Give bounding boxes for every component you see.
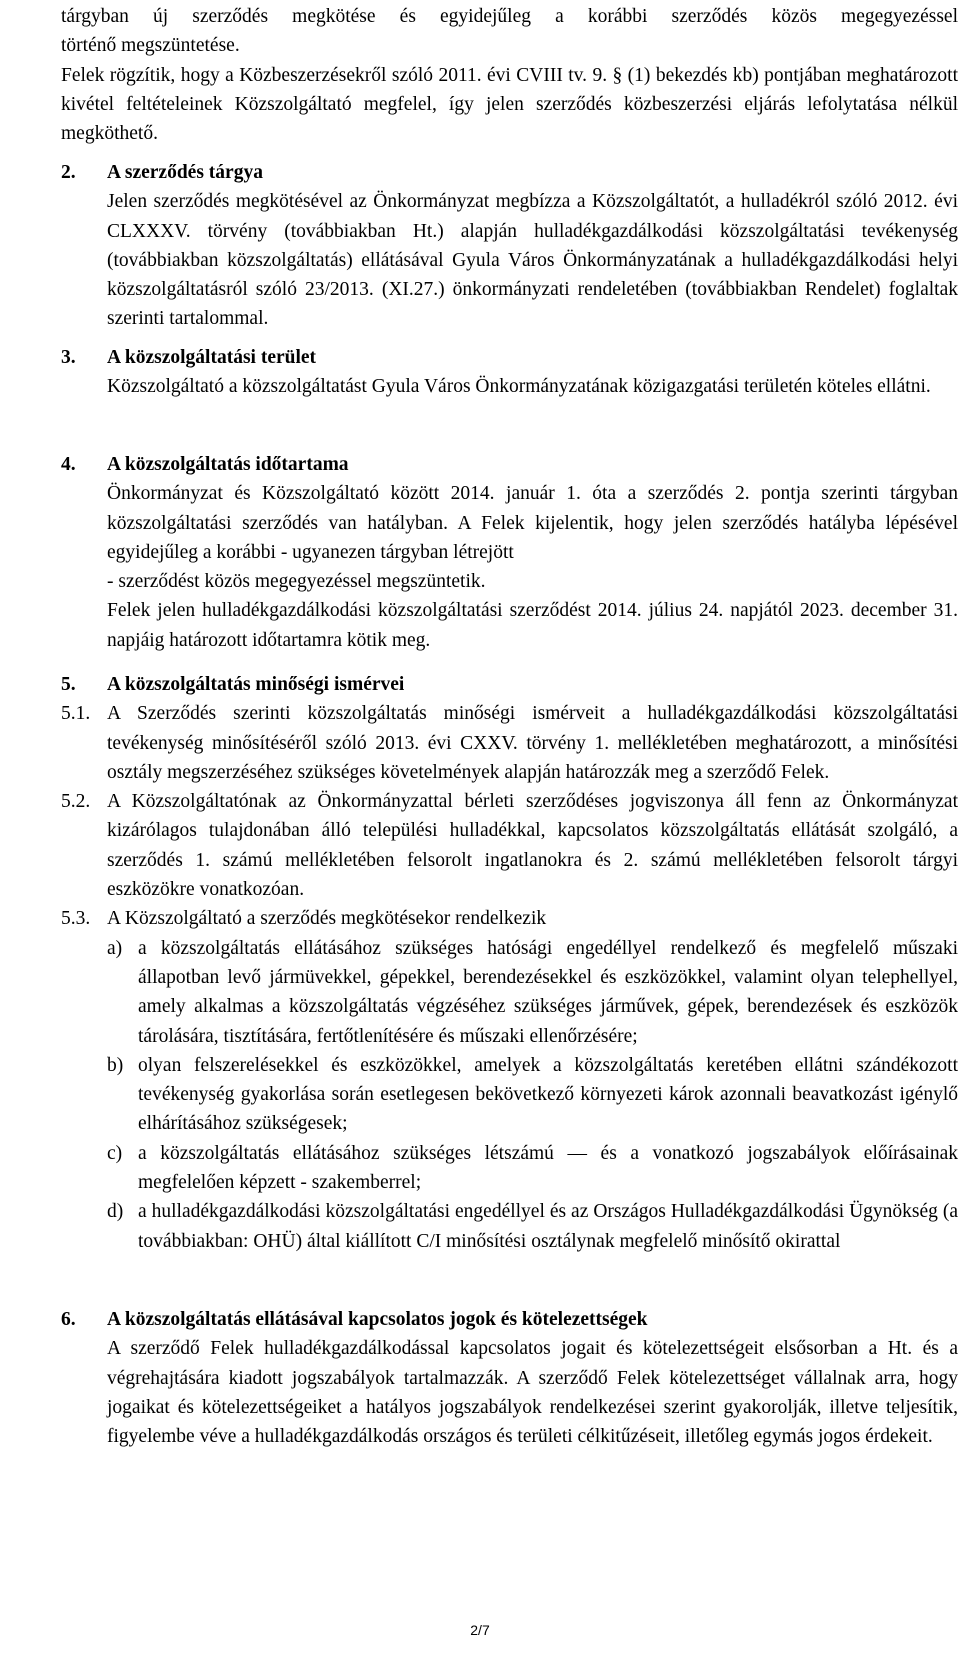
intro-line-2: történő megszüntetése. (61, 35, 240, 57)
section-4-body-2: - szerződést közös megegyezéssel megszüntetik. (107, 571, 486, 593)
section-5-heading (61, 670, 958, 699)
section-4-heading (61, 450, 958, 479)
paragraph-text: A Közszolgáltatónak az Önkormányzattal bérleti szerződéses jogviszonya áll fenn az Önkormányzat kizárólagos tulajdonában álló települési hulladékkal, kapcsolatos közszolgáltatás ellátását szolgáló, a szerződés 1. számú mellékletében felsorolt ingatlanokra és 2. számú mellékletében felsorolt tárgyi eszközökre vonatkozóan. (107, 791, 958, 901)
list-letter: c) (107, 1142, 123, 1164)
section-title: A szerződés tárgya (107, 162, 263, 183)
list-item-b (61, 1051, 958, 1139)
list-letter: d) (107, 1201, 124, 1223)
paragraph-number: 5.2. (61, 791, 91, 813)
section-6-heading (61, 1305, 958, 1334)
paragraph-number: 5.1. (61, 703, 91, 725)
list-text: a közszolgáltatás ellátásához szükséges létszámú — és a vonatkozó jogszabályok előírásainak megfelelően képzett - szakemberrel; (138, 1142, 958, 1194)
section-2-body: Jelen szerződés megkötésével az Önkormányzat megbízza a Közszolgáltatót, a hulladékról szóló 2012. évi CLXXXV. törvény (továbbiakban Ht.) alapján hulladékgazdálkodási közszolgáltatási tevékenység (továbbiakban közszolgáltatás) ellátásával Gyula Város Önkormányzatának a hulladékgazdálkodási helyi közszolgáltatásról szóló 23/2013. (XI.27.) önkormányzati rendeletében (továbbiakban Rendelet) foglaltak szerinti tartalommal. (107, 191, 958, 330)
section-4 (61, 450, 958, 655)
section-number: 2. (61, 162, 76, 183)
section-title: A közszolgáltatási terület (107, 347, 317, 368)
paragraph-5-1 (61, 699, 958, 787)
list-letter: a) (107, 937, 123, 959)
section-5 (61, 670, 958, 1256)
section-2-heading (61, 158, 958, 187)
list-letter: b) (107, 1054, 124, 1076)
intro-continuation (61, 2, 958, 148)
section-4-body-3: Felek jelen hulladékgazdálkodási közszolgáltatási szerződést 2014. július 24. napjától 2023. december 31. napjáig határozott időtartamra kötik meg. (107, 600, 958, 651)
section-4-body-1: Önkormányzat és Közszolgáltató között 2014. január 1. óta a szerződés 2. pontja szerinti tárgyban közszolgáltatási szerződés van hatályban. A Felek kijelentik, hogy jelen szerződés hatályba lépésével egyidejűleg a korábbi - ugyanezen tárgyban létrejött (107, 483, 958, 563)
section-number: 3. (61, 347, 76, 368)
section-number: 4. (61, 454, 76, 475)
section-number: 5. (61, 674, 76, 695)
section-6-body: A szerződő Felek hulladékgazdálkodással kapcsolatos jogait és kötelezettségeit elsősorban a Ht. és a végrehajtására kiadott jogszabályok tartalmazzák. A szerződő Felek kötelezettséget vállalnak arra, hogy jogaikat és kötelezettségeiket a hatályos jogszabályok rendelkezései szerint gyakorolják, illetve teljesítik, figyelembe véve a hulladékgazdálkodás országos és területi célkitűzéseit, illetőleg egymás jogos érdekeit. (107, 1338, 958, 1448)
intro-paragraph-2: Felek rögzítik, hogy a Közbeszerzésekről szóló 2011. évi CVIII tv. 9. § (1) bekezdés kb) pontjában meghatározott kivétel feltételeinek Közszolgáltató megfelel, így jelen szerződés közbeszerzési eljárás lefolytatása nélkül megköthető. (61, 64, 958, 145)
list-item-a (61, 934, 958, 1051)
section-number: 6. (61, 1309, 76, 1330)
page-number: 2/7 (470, 1622, 490, 1638)
paragraph-5-2 (61, 787, 958, 904)
list-item-d (61, 1197, 958, 1256)
list-text: a közszolgáltatás ellátásához szükséges hatósági engedéllyel rendelkező és megfelelő műszaki állapotban levő jármüvekkel, gépekkel, berendezésekkel és eszközökkel, valamint olyan telephellyel, amely alkalmas a közszolgáltatás végzéséhez szükséges járművek, gépek, berendezések és eszközök tárolására, tisztítására, fertőtlenítésére és műszaki ellenőrzésére; (138, 937, 958, 1047)
paragraph-number: 5.3. (61, 908, 91, 930)
section-3 (61, 343, 958, 402)
list-text: a hulladékgazdálkodási közszolgáltatási engedéllyel és az Országos Hulladékgazdálkodási Ügynökség (a továbbiakban: OHÜ) által kiállított C/I minősítési osztálynak megfelelő minősítő okirattal (138, 1201, 958, 1252)
section-3-heading (61, 343, 958, 372)
section-title: A közszolgáltatás ellátásával kapcsolatos jogok és kötelezettségek (107, 1309, 648, 1330)
section-6 (61, 1305, 958, 1451)
paragraph-text: A Közszolgáltató a szerződés megkötésekor rendelkezik (107, 908, 547, 930)
list-item-c (61, 1139, 958, 1198)
section-3-body: Közszolgáltató a közszolgáltatást Gyula Város Önkormányzatának közigazgatási területén köteles ellátni. (107, 376, 931, 398)
intro-line-1: tárgyban új szerződés megkötése és egyidejűleg a korábbi szerződés közös megegyezéssel (61, 6, 958, 27)
section-2 (61, 158, 958, 334)
paragraph-5-3 (61, 904, 958, 933)
paragraph-text: A Szerződés szerinti közszolgáltatás minőségi ismérveit a hulladékgazdálkodási közszolgáltatási tevékenység minősítéséről szóló 2013. évi CXXV. törvény 1. mellékletében meghatározott, a minősítési osztály megszerzéséhez szükséges követelmények alapján határozzák meg a szerződő Felek. (107, 703, 958, 783)
section-title: A közszolgáltatás időtartama (107, 454, 349, 475)
list-text: olyan felszerelésekkel és eszközökkel, amelyek a közszolgáltatás keretében ellátni szándékozott tevékenység gyakorlása során esetlegesen bekövetkező környezeti károk azonnali beavatkozást igénylő elhárításához szükségesek; (138, 1054, 958, 1135)
section-title: A közszolgáltatás minőségi ismérvei (107, 674, 405, 695)
